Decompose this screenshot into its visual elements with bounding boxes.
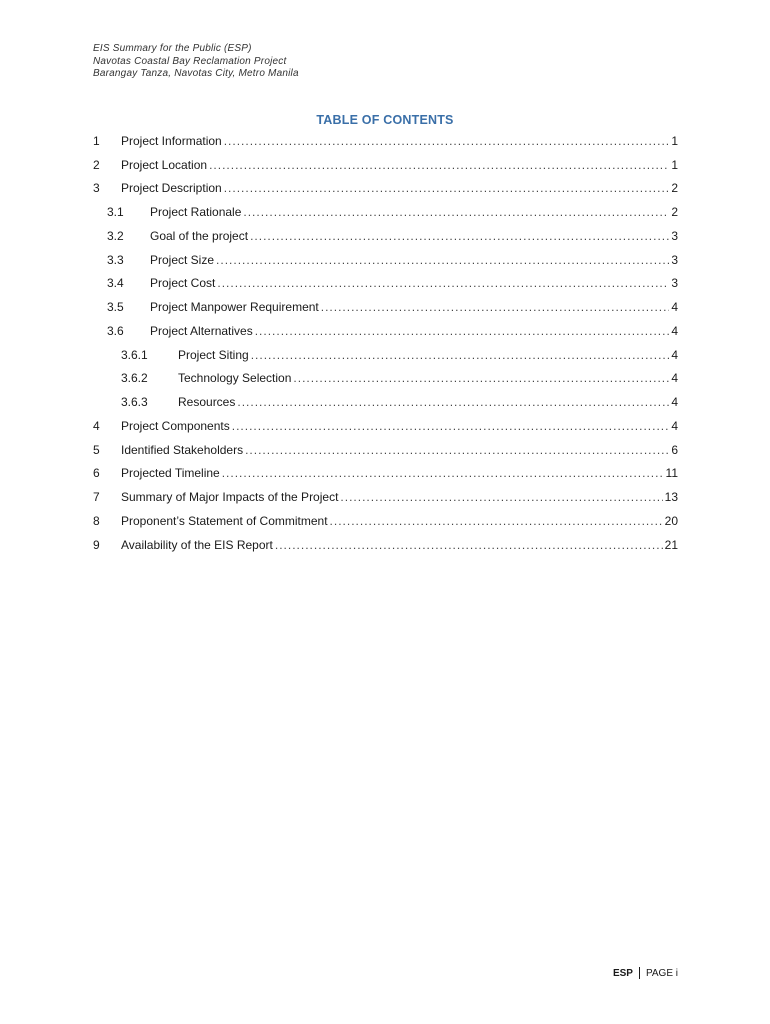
dot-leader — [237, 395, 669, 409]
toc-entry-number: 3.2 — [107, 228, 124, 243]
toc-entry-title: Project Location — [121, 157, 208, 172]
toc-entry-4[interactable] — [93, 414, 678, 438]
dot-leader — [217, 276, 669, 290]
page-footer — [613, 967, 678, 979]
toc-entry-7[interactable] — [93, 485, 678, 509]
dot-leader — [224, 134, 670, 148]
toc-entry-title: Resources — [178, 395, 236, 410]
toc-entry-title: Identified Stakeholders — [121, 442, 244, 457]
dot-leader — [340, 490, 662, 504]
toc-entry-number: 9 — [93, 537, 100, 552]
toc-entry-3-4[interactable] — [93, 272, 678, 296]
toc-entry-number: 3.6 — [107, 323, 124, 338]
toc-entry-3-2[interactable] — [93, 224, 678, 248]
toc-entry-3-5[interactable] — [93, 295, 678, 319]
toc-entry-page: 1 — [671, 133, 678, 148]
dot-leader — [293, 371, 669, 385]
dot-leader — [232, 419, 670, 433]
toc-entry-page: 4 — [671, 323, 678, 338]
toc-entry-3-6[interactable] — [93, 319, 678, 343]
toc-entry-number: 2 — [93, 157, 100, 172]
dot-leader — [250, 229, 669, 243]
toc-entry-page: 3 — [671, 228, 678, 243]
toc-entry-page: 3 — [671, 276, 678, 291]
toc-entry-number: 3.6.1 — [121, 347, 148, 362]
footer-code: ESP — [612, 967, 633, 979]
toc-entry-number: 6 — [93, 466, 100, 481]
toc-entry-9[interactable] — [93, 533, 678, 557]
table-of-contents — [93, 129, 678, 557]
toc-title: TABLE OF CONTENTS — [316, 113, 454, 127]
toc-entry-title: Project Information — [121, 133, 222, 148]
toc-entry-page: 4 — [671, 395, 678, 410]
toc-entry-page: 1 — [671, 157, 678, 172]
toc-entry-title: Project Manpower Requirement — [150, 300, 319, 315]
dot-leader — [321, 300, 670, 314]
toc-entry-title: Project Cost — [150, 276, 216, 291]
toc-entry-number: 8 — [93, 513, 100, 528]
toc-entry-number: 3.6.3 — [121, 395, 148, 410]
footer-page-label: PAGE i — [645, 967, 678, 979]
toc-entry-page: 4 — [671, 347, 678, 362]
document-header — [93, 43, 299, 81]
header-line-2: Navotas Coastal Bay Reclamation Project — [93, 55, 287, 67]
toc-entry-page: 4 — [671, 300, 678, 315]
toc-entry-number: 3.6.2 — [121, 371, 148, 386]
toc-entry-title: Project Components — [121, 418, 230, 433]
toc-entry-page: 21 — [664, 537, 678, 552]
toc-entry-title: Projected Timeline — [121, 466, 220, 481]
dot-leader — [222, 466, 664, 480]
toc-entry-title: Goal of the project — [150, 228, 249, 243]
toc-entry-3[interactable] — [93, 177, 678, 201]
toc-entry-page: 20 — [664, 513, 678, 528]
toc-entry-title: Project Siting — [178, 347, 249, 362]
toc-entry-5[interactable] — [93, 438, 678, 462]
toc-entry-page: 3 — [671, 252, 678, 267]
toc-entry-page: 13 — [664, 490, 678, 505]
toc-entry-3-6-1[interactable] — [93, 343, 678, 367]
toc-entry-page: 2 — [671, 205, 678, 220]
toc-entry-number: 1 — [93, 133, 100, 148]
toc-entry-6[interactable] — [93, 462, 678, 486]
header-line-3: Barangay Tanza, Navotas City, Metro Manila — [93, 68, 299, 79]
toc-entry-number: 3.1 — [107, 205, 124, 220]
dot-leader — [216, 253, 669, 267]
dot-leader — [224, 181, 670, 195]
toc-entry-title: Availability of the EIS Report — [121, 537, 273, 552]
dot-leader — [255, 324, 670, 338]
toc-entry-page: 11 — [665, 466, 678, 481]
toc-entry-3-1[interactable] — [93, 200, 678, 224]
toc-entry-3-6-3[interactable] — [93, 390, 678, 414]
toc-entry-page: 4 — [671, 418, 678, 433]
toc-entry-title: Project Size — [150, 252, 215, 267]
toc-entry-3-6-2[interactable] — [93, 367, 678, 391]
dot-leader — [275, 538, 663, 552]
toc-entry-title: Technology Selection — [178, 371, 292, 386]
toc-entry-page: 2 — [671, 181, 678, 196]
toc-entry-number: 3.4 — [107, 276, 124, 291]
toc-entry-number: 5 — [93, 442, 100, 457]
toc-entry-number: 3.3 — [107, 252, 124, 267]
toc-entry-1[interactable] — [93, 129, 678, 153]
toc-entry-number: 4 — [93, 418, 100, 433]
dot-leader — [243, 205, 669, 219]
header-line-1: EIS Summary for the Public (ESP) — [93, 43, 252, 54]
toc-entry-number: 3 — [93, 181, 100, 196]
toc-entry-page: 6 — [671, 442, 678, 457]
dot-leader — [330, 514, 663, 528]
toc-entry-title: Proponent’s Statement of Commitment — [121, 513, 328, 528]
toc-entry-number: 3.5 — [107, 300, 124, 315]
toc-entry-page: 4 — [671, 371, 678, 386]
dot-leader — [209, 158, 669, 172]
toc-entry-title: Summary of Major Impacts of the Project — [121, 490, 339, 505]
dot-leader — [251, 348, 670, 362]
toc-entry-title: Project Alternatives — [150, 323, 253, 338]
toc-entry-3-3[interactable] — [93, 248, 678, 272]
toc-entry-title: Project Rationale — [150, 205, 242, 220]
footer-divider — [639, 967, 640, 979]
toc-entry-2[interactable] — [93, 153, 678, 177]
dot-leader — [245, 443, 669, 457]
toc-entry-title: Project Description — [121, 181, 222, 196]
toc-entry-number: 7 — [93, 490, 100, 505]
toc-entry-8[interactable] — [93, 509, 678, 533]
